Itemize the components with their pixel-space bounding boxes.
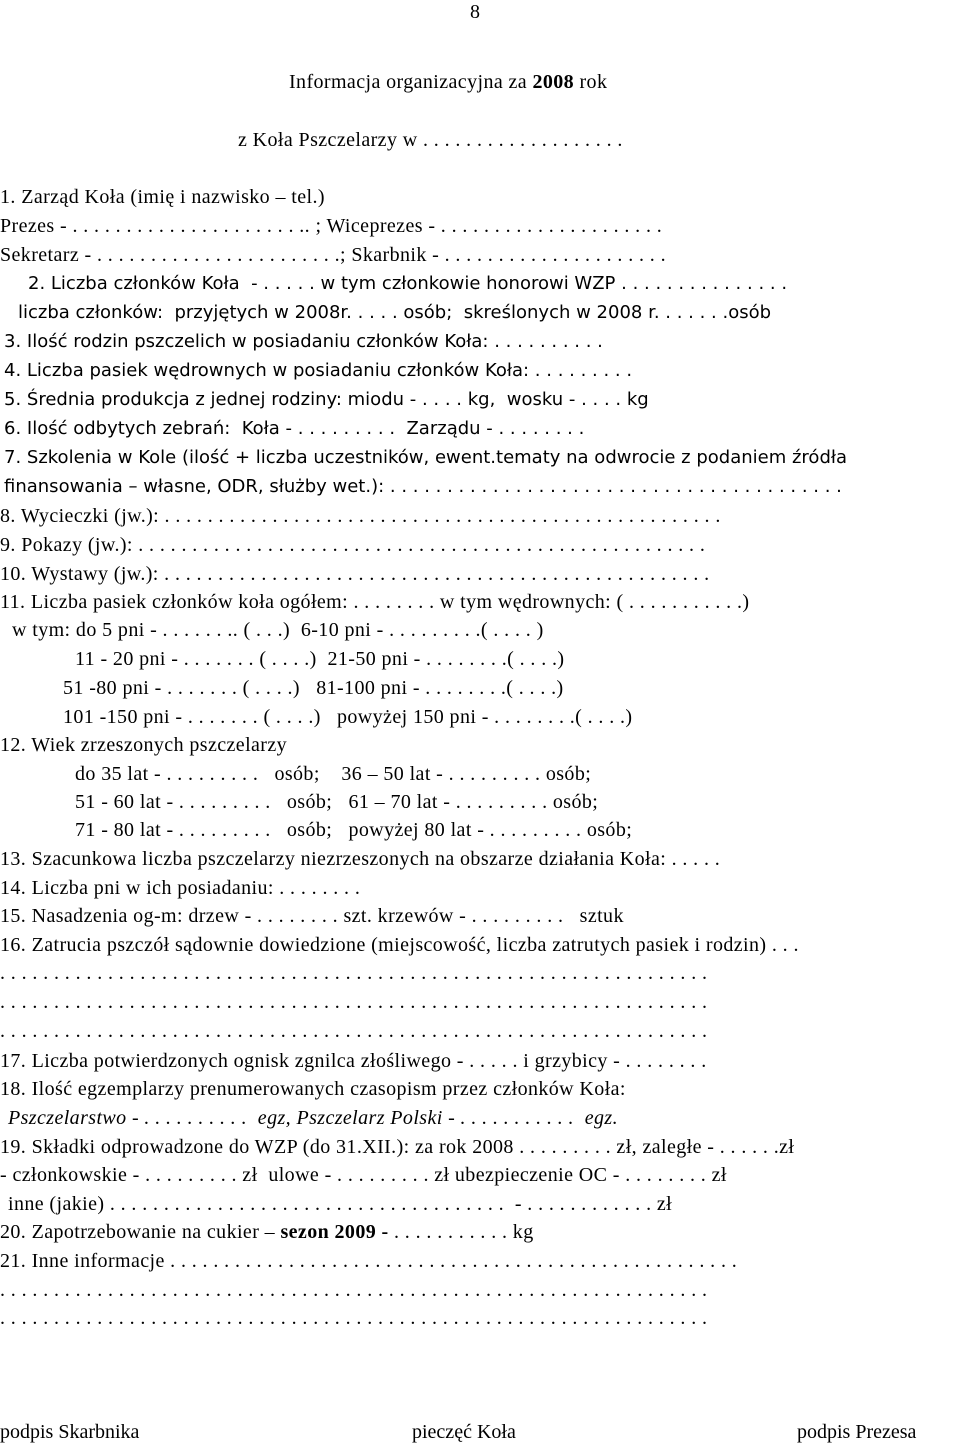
line-35: - członkowskie - . . . . . . . . . zł ulowe - . . . . . . . . . zł ubezpieczenie OC - . . . . . . . . zł <box>0 1164 727 1186</box>
line-37-season: sezon 2009 - <box>280 1221 389 1243</box>
title-suffix: rok <box>574 71 608 93</box>
line-4: 2. Liczba członków Koła - . . . . . w tym członkowie honorowi WZP . . . . . . . . . . . . . . . <box>28 273 788 294</box>
page-subtitle: z Koła Pszczelarzy w . . . . . . . . . . . . . . . . . . . <box>238 129 623 151</box>
line-17: 11 - 20 pni - . . . . . . . ( . . . .) 21-50 pni - . . . . . . . .( . . . .) <box>75 648 565 670</box>
line-20: 12. Wiek zrzeszonych pszczelarzy <box>0 734 288 756</box>
line-10: 7. Szkolenia w Kole (ilość + liczba uczestników, ewent.tematy na odwrocie z podaniem źródła <box>4 447 848 468</box>
line-3: Sekretarz - . . . . . . . . . . . . . . . . . . . . . . .; Skarbnik - . . . . . . . . . . . . . . . . . . . . . <box>0 244 667 266</box>
line-6: 3. Ilość rodzin pszczelich w posiadaniu członków Koła: . . . . . . . . . . <box>4 331 603 352</box>
club-stamp-label: pieczęć Koła <box>412 1421 516 1443</box>
line-26: 15. Nasadzenia og-m: drzew - . . . . . . . . szt. krzewów - . . . . . . . . . sztuk <box>0 905 624 927</box>
line-18: 51 -80 pni - . . . . . . . ( . . . .) 81-100 pni - . . . . . . . .( . . . .) <box>63 677 564 699</box>
line-40: . . . . . . . . . . . . . . . . . . . . . . . . . . . . . . . . . . . . . . . . . . . . . . . . . . . . . . . . . . . . . . . . . . <box>0 1307 708 1329</box>
line-5: liczba członków: przyjętych w 2008r. . . . . osób; skreślonych w 2008 r. . . . . . .osób <box>18 302 772 323</box>
line-28: . . . . . . . . . . . . . . . . . . . . . . . . . . . . . . . . . . . . . . . . . . . . . . . . . . . . . . . . . . . . . . . . . . <box>0 962 708 984</box>
title-year: 2008 <box>532 71 575 93</box>
line-24: 13. Szacunkowa liczba pszczelarzy niezrzeszonych na obszarze działania Koła: . . . . . <box>0 848 721 870</box>
line-27: 16. Zatrucia pszczół sądownie dowiedzione (miejscowość, liczba zatrutych pasiek i rodzin) . . . <box>0 934 799 956</box>
line-11: finansowania – własne, ODR, służby wet.): . . . . . . . . . . . . . . . . . . . . . . . . . . . . . . . . . . . . . . . . <box>4 476 842 497</box>
line-21: do 35 lat - . . . . . . . . . osób; 36 – 50 lat - . . . . . . . . . osób; <box>75 763 592 785</box>
signature-treasurer-label: podpis Skarbnika <box>0 1421 140 1443</box>
line-19: 101 -150 pni - . . . . . . . ( . . . .) powyżej 150 pni - . . . . . . . .( . . . .) <box>63 706 633 728</box>
line-30: . . . . . . . . . . . . . . . . . . . . . . . . . . . . . . . . . . . . . . . . . . . . . . . . . . . . . . . . . . . . . . . . . . <box>0 1020 708 1042</box>
line-37 <box>0 1220 534 1244</box>
line-34: 19. Składki odprowadzone do WZP (do 31.XII.): za rok 2008 . . . . . . . . . zł, zaległe - . . . . . .zł <box>0 1136 795 1158</box>
line-12: 8. Wycieczki (jw.): . . . . . . . . . . . . . . . . . . . . . . . . . . . . . . . . . . . . . . . . . . . . . . . . . . . . <box>0 505 721 527</box>
title-prefix: Informacja organizacyjna za <box>289 71 533 93</box>
line-7: 4. Liczba pasiek wędrownych w posiadaniu członków Koła: . . . . . . . . . <box>4 360 633 381</box>
line-2: Prezes - . . . . . . . . . . . . . . . . . . . . . .. ; Wiceprezes - . . . . . . . . . . . . . . . . . . . . . <box>0 215 663 237</box>
line-31: 17. Liczba potwierdzonych ognisk zgnilca złośliwego - . . . . . i grzybicy - . . . . . . . . <box>0 1050 707 1072</box>
line-22: 51 - 60 lat - . . . . . . . . . osób; 61 – 70 lat - . . . . . . . . . osób; <box>75 791 599 813</box>
line-15: 11. Liczba pasiek członków koła ogółem: . . . . . . . . w tym wędrownych: ( . . . . . . . . . . .) <box>0 591 750 613</box>
line-29: . . . . . . . . . . . . . . . . . . . . . . . . . . . . . . . . . . . . . . . . . . . . . . . . . . . . . . . . . . . . . . . . . . <box>0 991 708 1013</box>
line-23: 71 - 80 lat - . . . . . . . . . osób; powyżej 80 lat - . . . . . . . . . osób; <box>75 819 633 841</box>
line-33: Pszczelarstwo - . . . . . . . . . . egz, Pszczelarz Polski - . . . . . . . . . . . egz. <box>8 1107 619 1129</box>
line-9: 6. Ilość odbytych zebrań: Koła - . . . . . . . . . Zarządu - . . . . . . . . <box>4 418 585 439</box>
line-1: 1. Zarząd Koła (imię i nazwisko – tel.) <box>0 186 325 208</box>
line-37-prefix: 20. Zapotrzebowanie na cukier – <box>0 1221 281 1243</box>
line-32: 18. Ilość egzemplarzy prenumerowanych czasopism przez członków Koła: <box>0 1078 626 1100</box>
line-16: w tym: do 5 pni - . . . . . . .. ( . . .) 6-10 pni - . . . . . . . . .( . . . . ) <box>12 619 544 641</box>
page-number: 8 <box>470 1 480 23</box>
line-36: inne (jakie) . . . . . . . . . . . . . . . . . . . . . . . . . . . . . . . . . . . . . - . . . . . . . . . . . . zł <box>8 1193 673 1215</box>
line-13: 9. Pokazy (jw.): . . . . . . . . . . . . . . . . . . . . . . . . . . . . . . . . . . . . . . . . . . . . . . . . . . . . . <box>0 534 706 556</box>
page-title <box>289 70 607 94</box>
line-39: . . . . . . . . . . . . . . . . . . . . . . . . . . . . . . . . . . . . . . . . . . . . . . . . . . . . . . . . . . . . . . . . . . <box>0 1279 708 1301</box>
signature-president-label: podpis Prezesa <box>797 1421 917 1443</box>
line-38: 21. Inne informacje . . . . . . . . . . . . . . . . . . . . . . . . . . . . . . . . . . . . . . . . . . . . . . . . . . . . . <box>0 1250 738 1272</box>
line-37-suffix: . . . . . . . . . . . kg <box>388 1221 534 1243</box>
line-14: 10. Wystawy (jw.): . . . . . . . . . . . . . . . . . . . . . . . . . . . . . . . . . . . . . . . . . . . . . . . . . . . <box>0 563 710 585</box>
line-25: 14. Liczba pni w ich posiadaniu: . . . . . . . . <box>0 877 361 899</box>
line-8: 5. Średnia produkcja z jednej rodziny: miodu - . . . . kg, wosku - . . . . kg <box>4 389 649 410</box>
